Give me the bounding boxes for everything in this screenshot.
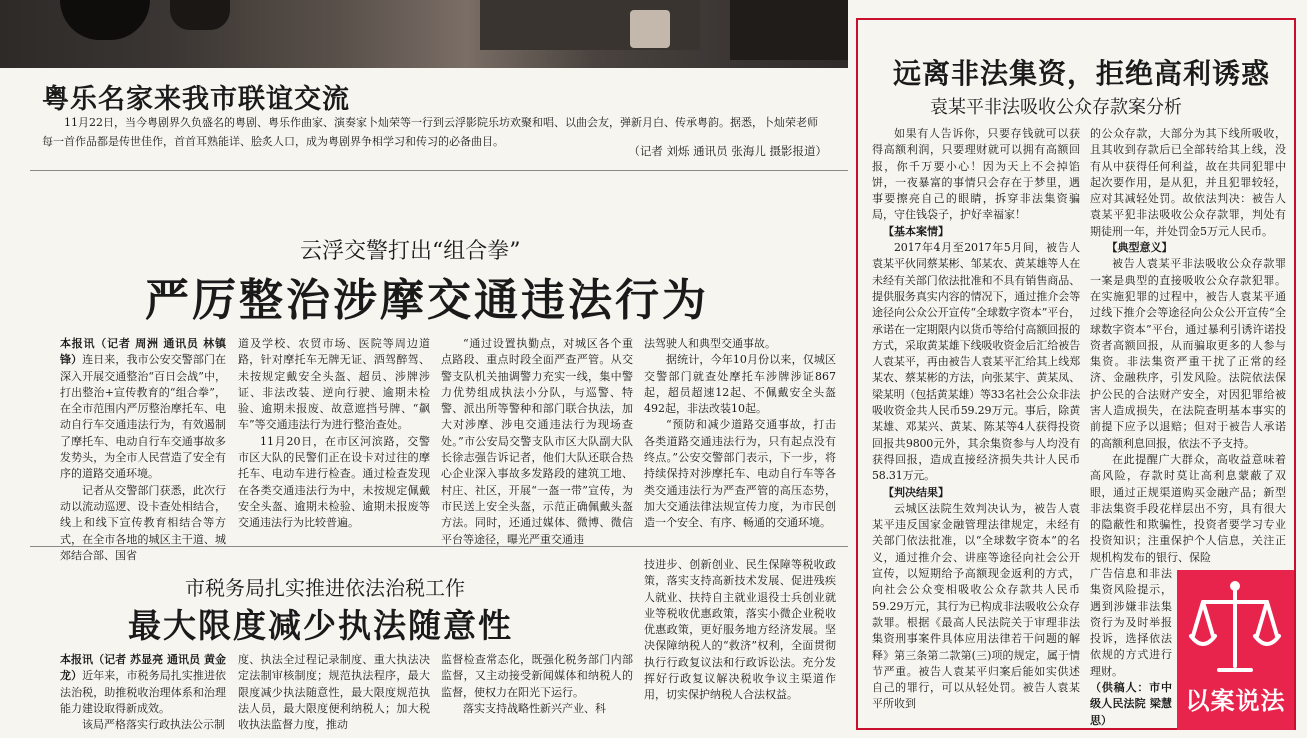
case-law-badge (1177, 570, 1294, 730)
law-facts-tag: 【基本案情】 (883, 224, 949, 238)
traffic-col-1 (60, 336, 226, 564)
traffic-title: 严厉整治涉摩交通违法行为 (145, 275, 709, 326)
tax-col-4 (644, 557, 836, 704)
traffic-col4c: “预防和减少道路交通事故，打击各类道路交通违法行为，只有起点没有终点。”公安交警部门表示，下一步，将持续保持对涉摩托车、电动自行车等各类交通违法行为严查严管的高压态势，加大交通法律法规宣传力度，为市民创造一个安全、有序、畅通的交通环境。 (644, 418, 836, 530)
top-photo (0, 0, 848, 68)
law-credit: （供稿人：市中级人民法院 梁慧思） (1090, 681, 1172, 727)
tax-col-3 (441, 652, 633, 717)
law-title: 远离非法集资，拒绝高利诱惑 (893, 57, 1271, 90)
tax-col1-text: 近年来，市税务局扎实推进依法治税，助推税收治理体系和治理能力建设取得新成效。 (60, 669, 227, 715)
tax-byline: 本报讯（记者 苏显亮 通讯员 黄金龙） (60, 653, 226, 683)
traffic-col-4 (644, 336, 836, 532)
law-verdict-tag: 【判决结果】 (883, 485, 949, 499)
yue-story-title: 粤乐名家来我市联谊交流 (42, 84, 350, 115)
traffic-col4: 法驾驶人和典型交通事故。 (644, 337, 776, 350)
law-col-2 (1090, 126, 1286, 566)
law-tail: 广告信息和非法集资风险提示，遇到涉嫌非法集资行为及时举报投诉，选择依法依规的方式进行理财。 (1090, 567, 1172, 678)
traffic-col3: “通过设置执勤点，对城区各个重点路段、重点时段全面严查严管。从交警支队机关抽调警力充实一线，集中警力优势组成执法小分队，与巡警、特警、派出所等警种和部门联合执法，加大对涉摩、涉电交通违法行为现场查处。”市公安局交警支队市区大队副大队长徐志强告诉记者，他们大队还联合热心企业深入事故多发路段的建筑工地、村庄、社区，开展“一盔一带”宣传，为市民送上安全头盔，示范正确佩戴头盔方法。同时，还通过媒体、微博、微信平台等途径，曝光严重交通违 (441, 337, 633, 546)
tax-col-1 (60, 652, 226, 733)
law-subtitle: 袁某平非法吸收公众存款案分析 (930, 97, 1182, 118)
traffic-col2b: 11月20日，在市区河滨路，交警市区大队的民警们正在设卡对过往的摩托车、电动车进行检查。通过检查发现在各类交通违法行为中，未按规定佩戴安全头盔、逾期未检验、逾期未报废等交通违法行为比较普遍。 (238, 434, 430, 530)
law-col-2-tail (1090, 566, 1172, 730)
badge-label: 以案说法 (1185, 687, 1286, 715)
tax-subtitle: 市税务局扎实推进依法治税工作 (185, 576, 465, 600)
divider (30, 170, 848, 171)
traffic-col-3 (441, 336, 633, 548)
tax-col1b: 该局严格落实行政执法公示制 (82, 718, 225, 732)
tax-col-2 (238, 652, 430, 733)
tax-col3b: 落实支持战略性新兴产业、科 (463, 701, 606, 715)
law-typical-tag: 【典型意义】 (1106, 241, 1173, 255)
law-col-1 (872, 126, 1080, 726)
scales-icon (1177, 574, 1294, 684)
tax-col4: 技进步、创新创业、民生保障等税收政策，落实支持高新技术发展、促进残疾人就业、扶持自主就业退役士兵创业就业等税收优惠政策，落实小微企业税收优惠政策，更好服务地方经济发展。坚决保障纳税人的“救济”权利，全面贯彻执行行政复议法和行政诉讼法。充分发挥好行政复议解决税收争议主渠道作用，切实保护纳税人合法权益。 (644, 558, 836, 702)
law-intro: 如果有人告诉你，只要存钱就可以获得高额利润，只要理财就可以拥有高额回报，你千万要小心！因为天上不会掉馅饼，一夜暴富的事情只会存在于梦里，遇事要擦亮自己的眼睛，拆穿非法集资骗局，守住钱袋子，护好幸福家！ (872, 127, 1080, 222)
law-verdict: 云城区法院生效判决认为，被告人袁某平违反国家金融管理法律规定，未经有关部门依法批准，以“全球数字资本”的名义，通过推介会、讲座等途径向社会公开宣传，以短期给予高额现金返利的方式，向社会公众变相吸收公众存款共人民币59.29万元，其行为已构成非法吸收公众存款罪。根据《最高人民法院关于审理非法集资刑事案件具体应用法律若干问题的解释》第三条第二款第(三)项的规定，属于情节严重。被告人袁某平归案后能如实供述自己的罪行，可以从轻处罚。被告人袁某平所收到 (872, 501, 1080, 711)
traffic-col1-text: 连日来，我市公安交警部门在深入开展交通整治“百日会战”中，打出整治+宣传教育的“组合拳”，在全市范围内严厉整治摩托车、电动自行车交通违法行为，有效遏制了摩托车、电动自行车交通事故多发势头，为全市人民营造了安全有序的道路交通环境。 (60, 353, 227, 481)
law-warning: 在此提醒广大群众，高收益意味着高风险，存款时莫让高利息蒙蔽了双眼，通过正规渠道购买金融产品；新型非法集资手段花样层出不穷，具有很大的隐蔽性和欺骗性，投资者要学习专业投资知识；注重保护个人信息，关注正规机构发布的银行、保险 (1090, 452, 1286, 564)
yue-story-body: 11月22日，当今粤剧界久负盛名的粤剧、粤乐作曲家、演奏家卜灿荣等一行到云浮影院乐坊欢聚和唱、以曲会友，弹新月白、传承粤韵。据悉，卜灿荣老师每一首作品都是传世佳作，首首耳熟能详、脍炙人口，成为粤剧界争相学习和传习的必备曲目。 (42, 116, 818, 148)
law-facts: 2017年4月至2017年5月间，被告人袁某平伙同蔡某彬、邹某农、黄某雄等人在未经有关部门依法批准和不具有销售商品、提供服务真实内容的情况下，通过推介会等途径向公众公开宣传“全球数字资本”平台，承诺在一定期限内以货币等给付高额回报的方式，采取黄某雄下线吸收资金后汇给被告人袁某平，再由被告人袁某平汇给其上线郑某农、蔡某彬的方法，向张某宇、黄某凤、梁某明（包括黄某雄）等33名社会公众非法吸收资金共人民币59.29万元。事后，除黄某雄、邓某兴、黄某、陈某等4人获得投资回报共9800元外，其余集资参与人均没有获得回报，造成直接经济损失共计人民币58.31万元。 (872, 241, 1080, 483)
tax-col3: 监督检查常态化，既强化税务部门内部监督，又主动接受新闻媒体和纳税人的监督，使权力在阳光下运行。 (441, 653, 633, 699)
yue-story-credit: （记者 刘烁 通讯员 张海儿 摄影报道） (628, 144, 827, 158)
law-typical: 被告人袁某平非法吸收公众存款罪一案是典型的直接吸收公众存款犯罪。在实施犯罪的过程中，被告人袁某平通过线下推介会等途径向公众公开宣传“全球数字资本”平台，通过暴利引诱许诺投资者高额回报，从而骗取更多的人参与集资。非法集资严重干扰了正常的经济、金融秩序，引发风险。法院依法保护公民的合法财产安全，对因犯罪给被害人造成损失，在法院查明基本事实的前提下应予以退赔；但对于被告人承诺的高额利息回报，依法不予支持。 (1090, 257, 1286, 450)
traffic-col4b: 据统计，今年10月份以来，仅城区交警部门就查处摩托车涉牌涉证867起，超员超速12起、不佩戴安全头盔492起，非法改装10起。 (644, 353, 836, 416)
traffic-col1b: 记者从交警部门获悉，此次行动以流动巡逻、设卡查处相结合，线上和线下宣传教育相结合等方式，在全市各地的城区主干道、城郊结合部、国省 (60, 483, 226, 562)
divider (30, 546, 848, 547)
traffic-subtitle: 云浮交警打出“组合拳” (300, 239, 521, 264)
tax-title: 最大限度减少执法随意性 (128, 606, 513, 645)
traffic-byline: 本报讯（记者 周洲 通讯员 林镇锋） (60, 337, 226, 367)
traffic-col2: 道及学校、农贸市场、医院等周边道路，针对摩托车无牌无证、酒驾醉驾、未按规定戴安全头盔、超员、涉牌涉证、非法改装、逆向行驶、逾期未检验、逾期未报废、故意遮挡号牌、“飙车”等交通违法行为进行整治查处。 (238, 337, 430, 432)
law-col2a: 的公众存款，大部分为其下线所吸收，且其收到存款后已全部转给其上线，没有从中获得任何利益，故在共同犯罪中起次要作用，是从犯，并且犯罪较轻，应对其减轻处罚。故依法判决：被告人袁某平犯非法吸收公众存款罪，判处有期徒刑一年，并处罚金5万元人民币。 (1090, 127, 1286, 238)
traffic-col-2 (238, 336, 430, 532)
tax-col2: 度、执法全过程记录制度、重大执法决定法制审核制度；规范执法程序，最大限度减少执法随意性，最大限度规范执法人员，最大限度便利纳税人；加大税收执法监督力度，推动 (238, 653, 430, 732)
